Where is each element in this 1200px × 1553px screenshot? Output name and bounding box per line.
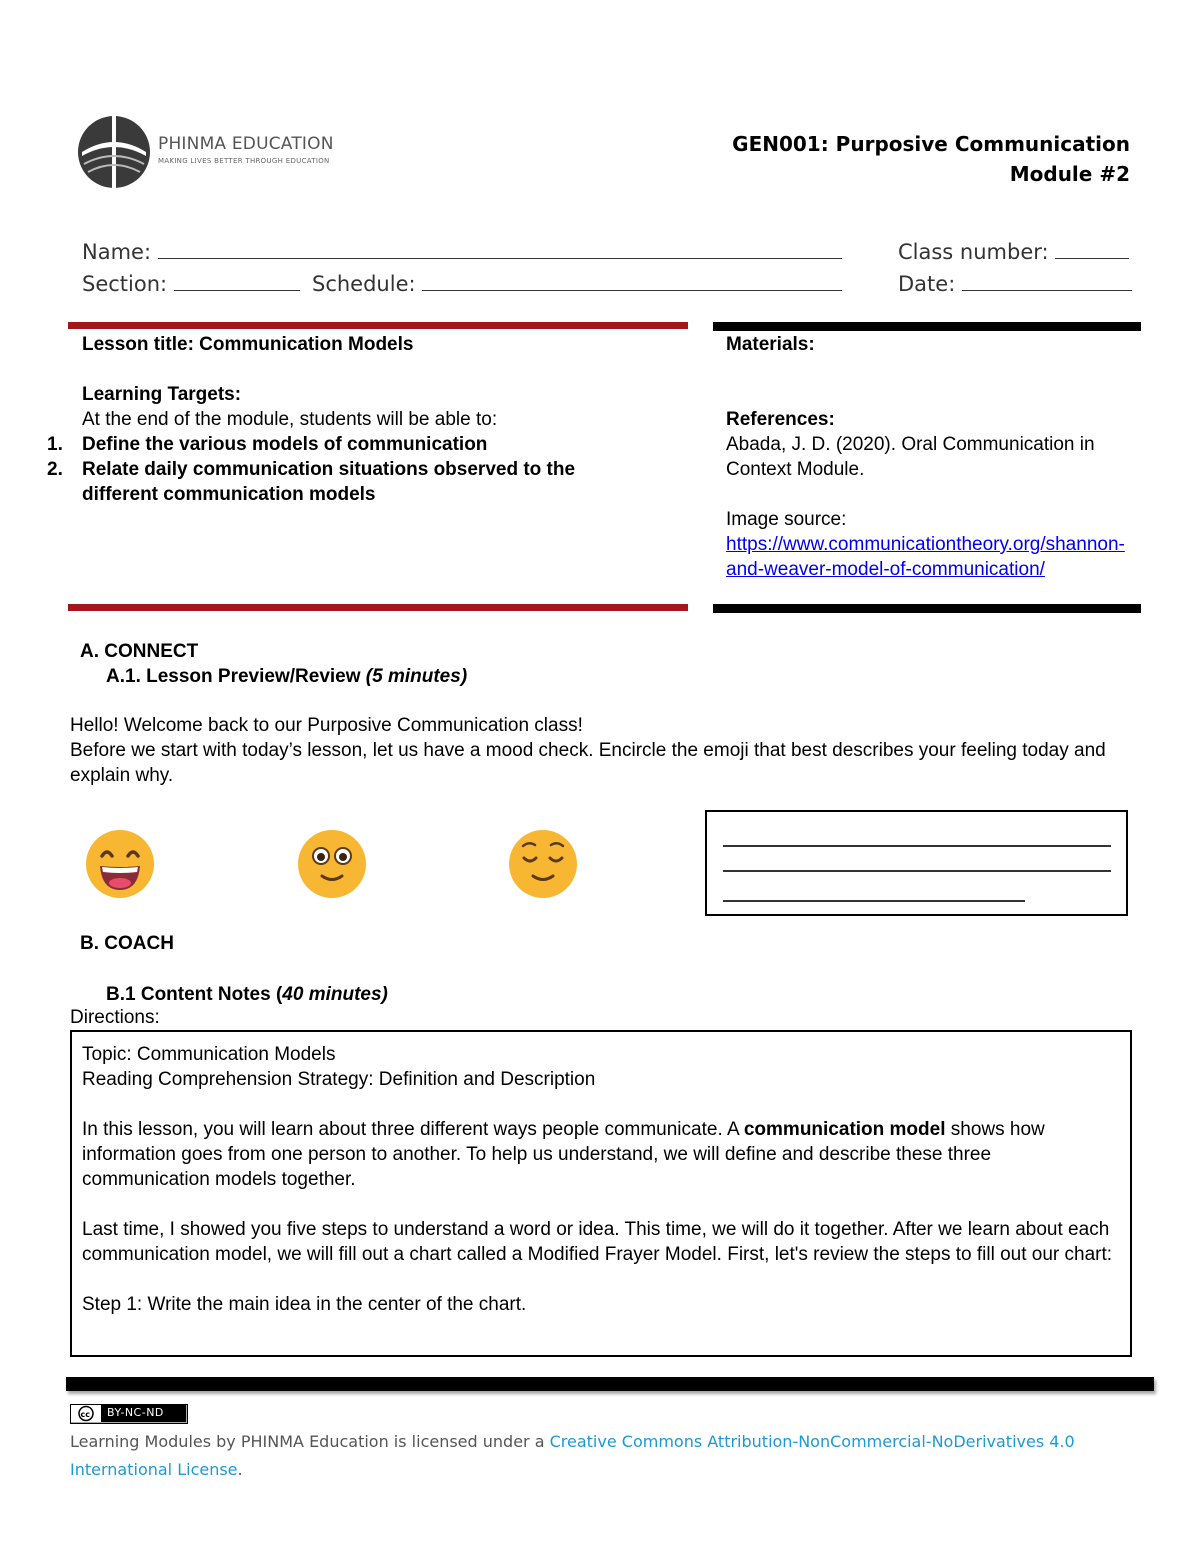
footer-divider [66,1377,1154,1391]
class-number-field[interactable] [898,240,1129,264]
name-input-line[interactable] [158,241,842,259]
lesson-top-divider [68,322,688,329]
wide-eyed-face-icon[interactable] [296,828,368,900]
strategy-line: Reading Comprehension Strategy: Definition and Description [82,1069,596,1090]
content-notes-box [70,1030,1132,1357]
class-number-label: Class number: [898,240,1049,264]
lesson-preview-heading: A.1. Lesson Preview/Review (5 minutes) [106,666,468,687]
learning-targets-list [0,432,682,507]
license-link[interactable]: Creative Commons Attribution-NonCommercial-NoDerivatives 4.0 International License [70,1432,1075,1479]
lesson-bottom-divider [68,604,688,611]
class-number-input-line[interactable] [1055,241,1129,259]
materials-top-divider [713,322,1141,331]
steps-paragraph: Last time, I showed you five steps to understand a word or idea. This time, we will do it together. After we learn about each communication model, we will fill out a chart called a Modified Frayer Model. First, let's review the steps to fill out our chart: [82,1219,1113,1265]
section-field[interactable] [82,272,300,296]
answer-line[interactable] [723,900,1025,902]
logo-name: PHINMA EDUCATION [158,134,334,154]
references-heading: References: [726,409,835,430]
connect-heading: A. CONNECT [80,641,199,662]
materials-bottom-divider [713,604,1141,613]
cc-badge-label: BY-NC-ND [107,1406,164,1419]
mood-explanation-box[interactable] [705,810,1128,916]
name-field[interactable] [82,240,842,264]
relieved-face-icon[interactable] [507,828,579,900]
mood-check-instruction: Before we start with today’s lesson, let us have a mood check. Encircle the emoji that best describes your feeling today and explain why. [70,740,1106,786]
section-input-line[interactable] [174,273,300,291]
learning-targets-heading: Learning Targets: [82,384,242,405]
section-label: Section: [82,272,168,296]
learning-target-item: 2. Relate daily communication situations observed to the different communication models [47,459,576,505]
license-text: Learning Modules by PHINMA Education is licensed under a Creative Commons Attribution-NonCommercial-NoDerivatives 4.0 International License. [70,1432,1075,1479]
image-source-label: Image source: [726,509,847,530]
lesson-panel [47,332,682,507]
schedule-field[interactable] [312,272,842,296]
step-1: Step 1: Write the main idea in the center of the chart. [82,1294,527,1315]
coach-heading: B. COACH [80,933,174,954]
answer-line[interactable] [723,845,1111,847]
learning-target-item: 1. Define the various models of communication [47,434,488,455]
materials-heading: Materials: [726,334,815,355]
intro-paragraph: In this lesson, you will learn about three different ways people communicate. A communication model shows how information goes from one person to another. To help us understand, we will define and describe these three communication models together. [82,1119,1045,1190]
grinning-face-icon[interactable] [84,828,156,900]
module-number: Module #2 [1009,162,1130,186]
materials-panel [726,332,1136,582]
connect-greeting: Hello! Welcome back to our Purposive Communication class! [70,715,583,736]
date-label: Date: [898,272,956,296]
course-title: GEN001: Purposive Communication [732,132,1130,156]
lesson-title: Lesson title: Communication Models [82,334,414,355]
directions-label: Directions: [70,1007,160,1028]
answer-line[interactable] [723,870,1111,872]
schedule-input-line[interactable] [422,273,842,291]
svg-text:cc: cc [80,1410,90,1419]
date-input-line[interactable] [962,273,1132,291]
cc-license-badge[interactable] [70,1404,188,1424]
reference-entry: Abada, J. D. (2020). Oral Communication in Context Module. [726,434,1095,480]
topic-line: Topic: Communication Models [82,1044,336,1065]
date-field[interactable] [898,272,1132,296]
content-notes-heading: B.1 Content Notes (40 minutes) [106,984,388,1005]
logo-tagline: MAKING LIVES BETTER THROUGH EDUCATION [158,157,330,165]
name-label: Name: [82,240,152,264]
logo-mark-icon [74,112,154,192]
schedule-label: Schedule: [312,272,416,296]
key-term: communication model [743,1119,946,1140]
phinma-logo [74,112,334,192]
image-source-link[interactable]: https://www.communicationtheory.org/shannon-and-weaver-model-of-communication/ [726,534,1125,580]
learning-targets-intro: At the end of the module, students will be able to: [82,409,498,430]
